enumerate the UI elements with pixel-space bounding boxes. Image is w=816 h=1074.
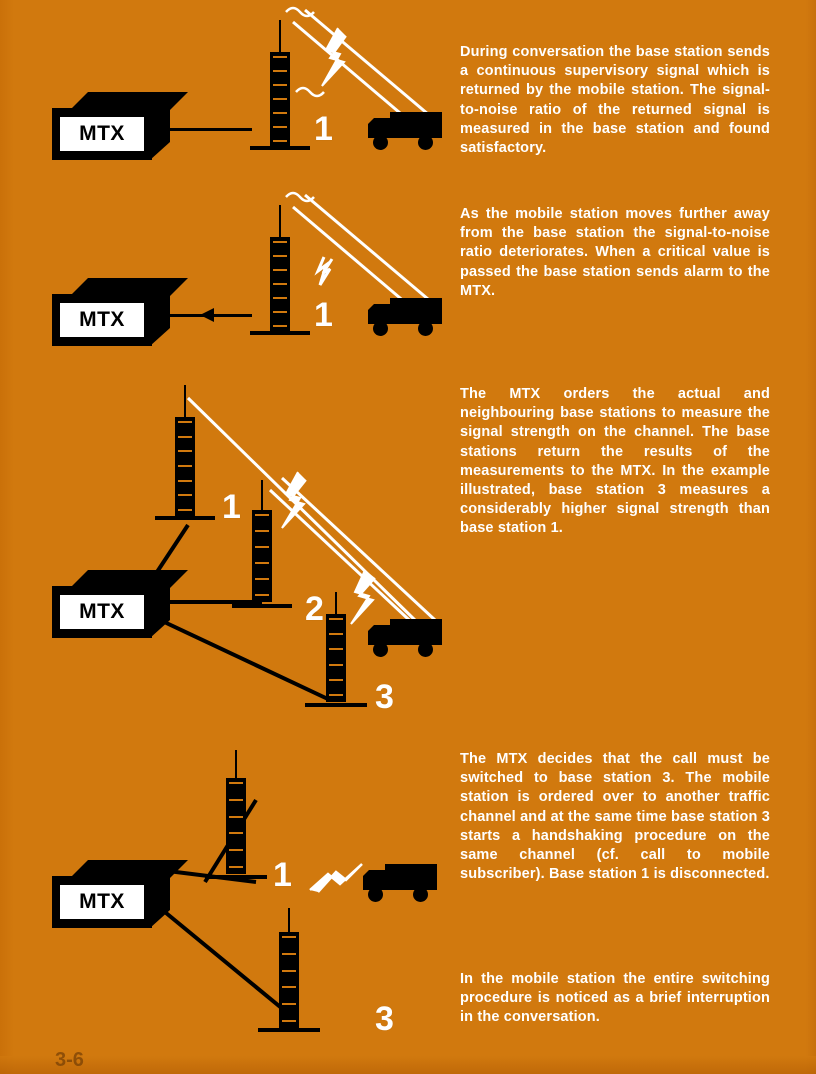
mast-number-1: 1 <box>314 296 333 334</box>
panel-4-text: The MTX decides that the call must be switched to base station 3. The mobile station is ordered over to another traffic channel and at the same time base station 3 starts a handshaking procedure on the same channel (cf. call to mobile subscriber). Base station 1 is disconnected. <box>460 751 770 883</box>
mast-tip <box>235 750 237 778</box>
panel-5 <box>0 960 816 1050</box>
mtx-label: MTX <box>60 595 144 629</box>
truck-wheel-front <box>373 321 388 336</box>
mast-number-1: 1 <box>273 856 292 894</box>
mast-4-1 <box>205 750 267 885</box>
truck-wheel-front <box>373 135 388 150</box>
page-number: 3-6 <box>55 1049 84 1071</box>
mtx-box-2 <box>52 278 170 346</box>
truck-wheel-rear <box>418 321 433 336</box>
truck-body <box>390 298 442 320</box>
truck-wheel-rear <box>418 135 433 150</box>
truck-body <box>390 112 442 134</box>
truck-body <box>385 864 437 886</box>
truck-wheel-front <box>368 887 383 902</box>
mast-number-1: 1 <box>222 488 241 526</box>
alarm-arrow-icon <box>200 306 230 326</box>
mast-tip <box>288 908 290 932</box>
mast-lattice-gaps <box>229 782 243 868</box>
mast-number-1: 1 <box>314 110 333 148</box>
truck-wheel-front <box>373 642 388 657</box>
panel-1 <box>0 0 770 185</box>
mobile-station-truck-1 <box>368 108 442 152</box>
mast-number-3: 3 <box>375 678 394 716</box>
link-mtx-to-mast <box>170 128 252 131</box>
mast-base <box>205 875 267 879</box>
mtx-label: MTX <box>60 885 144 919</box>
truck-wheel-rear <box>413 887 428 902</box>
panel-1-text: During conversation the base station sends a continuous supervisory signal which is returned by the mobile station. The signal-to-noise ratio of the returned signal is measured in the base station and found satisfactory. <box>460 44 770 157</box>
mtx-label: MTX <box>60 303 144 337</box>
truck-body <box>390 619 442 641</box>
page-edge-right <box>806 0 816 1074</box>
truck-wheel-rear <box>418 642 433 657</box>
panel-3-text: The MTX orders the actual and neighbouring base stations to measure the signal strength on the channel. The base stations return the results of the measurements to the MTX. In the example illustrated, base station 3 measures a considerably higher signal strength than base station 1. <box>460 386 770 537</box>
panel-2 <box>0 185 770 370</box>
panel-3 <box>0 370 770 740</box>
panel-5-text: In the mobile station the entire switching procedure is noticed as a brief interruption in the conversation. <box>460 971 770 1026</box>
mobile-station-truck-2 <box>368 294 442 338</box>
mast-number-2: 2 <box>305 590 324 628</box>
mast-number-3: 3 <box>375 1000 394 1038</box>
mobile-station-truck-3 <box>368 615 442 659</box>
mast-base <box>305 703 367 707</box>
mtx-box-1 <box>52 92 170 160</box>
mobile-station-truck-4 <box>363 860 437 904</box>
mtx-label: MTX <box>60 117 144 151</box>
panel-2-text: As the mobile station moves further away from the base station the signal-to-noise ratio deteriorates. When a critical value is passed the base station sends alarm to the MTX. <box>460 206 770 299</box>
